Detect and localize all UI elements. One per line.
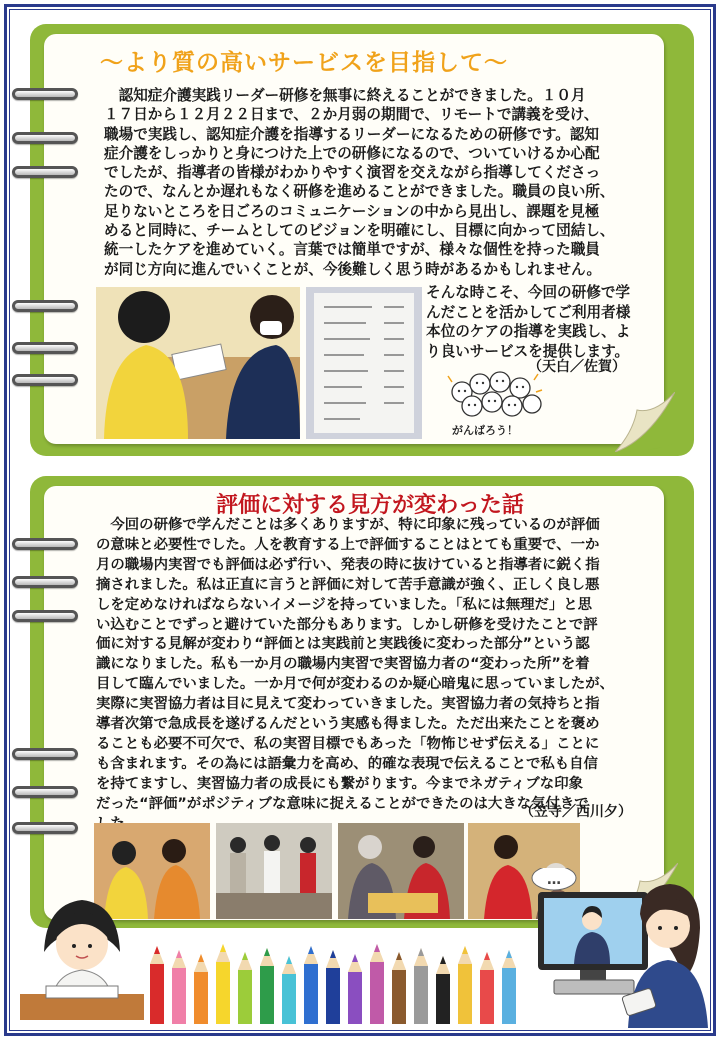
body-line: めると同時に、チームとしてのビジョンを明確にし、目標に向かって団結し、 bbox=[104, 222, 615, 240]
body-line: を持てますし、実習協力者の成長にも繋がります。今までネガティブな印象 bbox=[96, 775, 583, 792]
binder-ring-icon bbox=[12, 300, 78, 312]
binder-ring-icon bbox=[12, 132, 78, 144]
video-call-icon bbox=[528, 868, 708, 1028]
section1-body bbox=[104, 86, 652, 279]
body-line: そんな時こそ、今回の研修で学 bbox=[426, 284, 631, 301]
body-line: だった“評価”がポジティブな意味に捉えることができたのは大きな気付きで bbox=[96, 795, 589, 812]
section1-title: ～より質の高いサービスを目指して～ bbox=[100, 50, 508, 76]
body-line: 月の職場内実習でも評価は必ず行い、発表の時に抜けていると指導者に鋭く指 bbox=[96, 556, 600, 573]
body-line: 今回の研修で学んだことは多くありますが、特に印象に残っているのが評価 bbox=[96, 517, 600, 533]
section2-title: 評価に対する見方が変わった話 bbox=[216, 492, 524, 518]
body-line: 職場で実践し、認知症介護を指導するリーダーになるための研修です。認知 bbox=[104, 125, 600, 143]
binder-ring-icon bbox=[12, 786, 78, 798]
body-line: 本位のケアの指導を実践し、よ bbox=[426, 323, 631, 340]
page-curl-icon bbox=[615, 392, 675, 452]
binder-ring-icon bbox=[12, 748, 78, 760]
section1-signature: （天白／佐賀） bbox=[528, 359, 626, 375]
body-line: 導者次第で急成長を遂げるんだという実感も得ました。ただ出来たことを褒め bbox=[96, 716, 600, 733]
body-line: 足りないところを日ごろのコミュニケーションの中から見出し、課題を見極 bbox=[104, 202, 600, 220]
binder-ring-icon bbox=[12, 166, 78, 178]
section1-side-text bbox=[426, 283, 658, 361]
body-line: でしたが、指導者の皆様がわかりやすく演習を交えながら指導してくださっ bbox=[104, 164, 601, 182]
body-line: んだことを活かしてご利用者様 bbox=[426, 303, 631, 321]
body-line: 実際に実習協力者は目に見えて変わっていきました。実習協力者の気持ちと指 bbox=[96, 696, 600, 713]
pencil-row-icon bbox=[150, 938, 530, 1024]
body-line: 識になりました。私も一か月の職場内実習で実習協力者の“変わった所”を着 bbox=[96, 656, 590, 673]
binder-ring-icon bbox=[12, 538, 78, 550]
body-line: しを定めなければならないイメージを持っていました。「私には無理だ」と思 bbox=[96, 596, 593, 613]
body-line: 認知症介護実践リーダー研修を無事に終えることができました。１０月 bbox=[104, 87, 586, 104]
document-photo bbox=[306, 287, 422, 439]
training-photo bbox=[96, 287, 300, 439]
body-line: たので、なんとか遅れもなく研修を進めることができました。職員の良い所、 bbox=[104, 183, 615, 201]
body-line: り良いサービスを提供します。 bbox=[426, 342, 630, 360]
binder-ring-icon bbox=[12, 374, 78, 386]
student-desk-icon bbox=[16, 882, 148, 1022]
body-line: １７日から１２月２２日まで、２か月弱の期間で、リモートで講義を受け、 bbox=[104, 106, 599, 124]
cheering-faces-icon bbox=[442, 366, 548, 440]
doodle-caption: がんばろう！ bbox=[452, 424, 518, 437]
section2-signature: （笠寺／西川夕） bbox=[520, 804, 632, 820]
binder-ring-icon bbox=[12, 88, 78, 100]
body-line: 統一したケアを進めていく。言葉では簡単ですが、様々な個性を持った職員 bbox=[104, 241, 600, 259]
body-line: が同じ方向に進んでいくことが、今後難しく思う時があるかもしれません。 bbox=[104, 260, 602, 278]
body-line: ることも必要不可欠で、私の実習目標でもあった「物怖じせず伝える」ことに bbox=[96, 735, 600, 752]
body-line: い込むことでずっと避けていた部分もあります。しかし研修を受けたことで評 bbox=[96, 616, 598, 633]
binder-ring-icon bbox=[12, 610, 78, 622]
activity-photo bbox=[338, 823, 464, 919]
body-line: 目して臨んでいました。一か月で何が変わるのか疑心暗鬼に思っていましたが、 bbox=[96, 676, 615, 693]
binder-ring-icon bbox=[12, 822, 78, 834]
body-line: も含まれます。その為には語彙力を高め、的確な表現で伝えることで私も自信 bbox=[96, 755, 598, 772]
binder-ring-icon bbox=[12, 342, 78, 354]
body-line: 価に対する見解が変わり“評価とは実践前と実践後に変わった部分”という認 bbox=[96, 636, 590, 653]
body-line: 症介護をしっかりと身につけた上での研修になるので、ついていけるか心配 bbox=[104, 144, 600, 162]
section2-body bbox=[96, 516, 656, 835]
binder-ring-icon bbox=[12, 576, 78, 588]
activity-photo bbox=[216, 823, 332, 919]
speech-bubble-text: … bbox=[547, 872, 561, 888]
body-line: 摘されました。私は正直に言うと評価に対して苦手意識が強く、正しく良し悪 bbox=[96, 576, 600, 593]
body-line: の意味と必要性でした。人を教育する上で評価することはとても重要で、一か bbox=[96, 536, 600, 553]
